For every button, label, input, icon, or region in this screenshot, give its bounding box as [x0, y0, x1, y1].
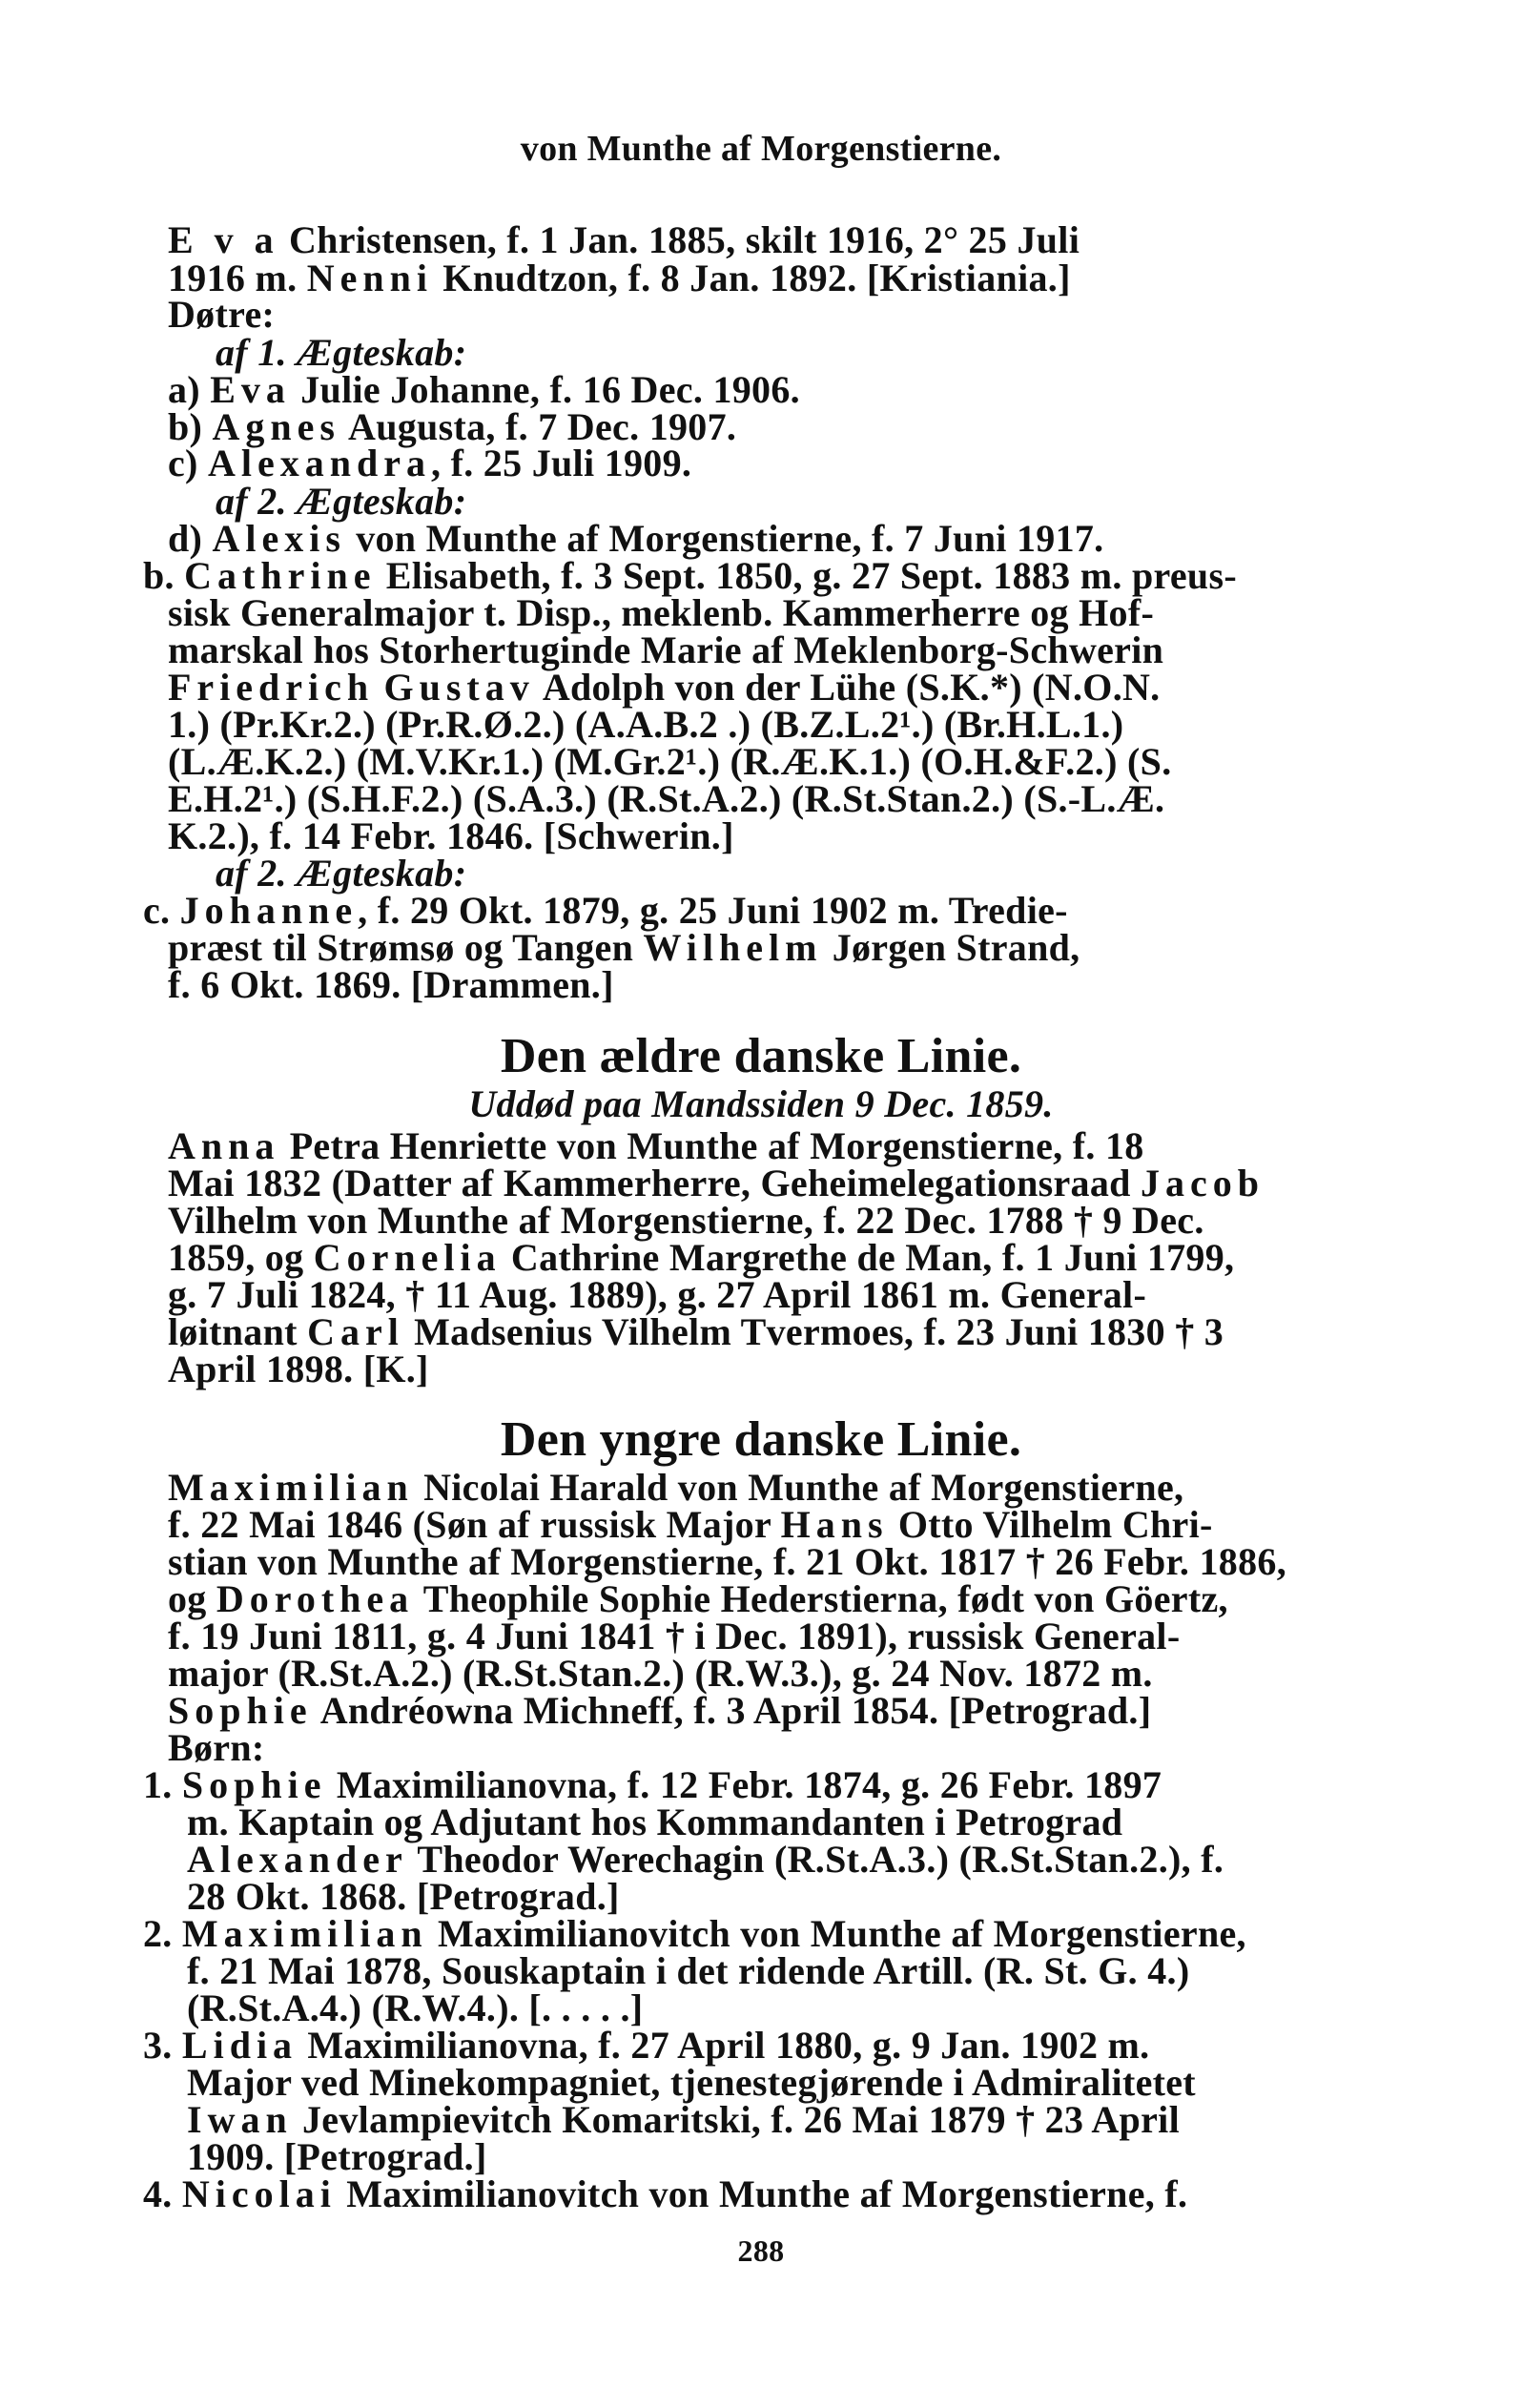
text-line: E.H.2¹.) (S.H.F.2.) (S.A.3.) (R.St.A.2.) (R.St.Stan.2.) (S.-L.Æ. [168, 777, 1165, 820]
text-line: løitnant Carl Madsenius Vilhelm Tvermoes, f. 23 Juni 1830 † 3 [168, 1310, 1224, 1353]
text-line: c. Johanne, f. 29 Okt. 1879, g. 25 Juni 1902 m. Tredie- [143, 889, 1068, 932]
text-line: m. Kaptain og Adjutant hos Kommandanten i Petrograd [187, 1801, 1123, 1843]
text-line: 28 Okt. 1868. [Petrograd.] [187, 1875, 620, 1918]
text-line: 2. Maximilian Maximilianovitch von Munthe af Morgenstierne, [143, 1912, 1246, 1955]
text-line: Mai 1832 (Datter af Kammerherre, Geheimelegationsraad Jacob [168, 1162, 1265, 1204]
text-line: Maximilian Nicolai Harald von Munthe af Morgenstierne, [168, 1466, 1184, 1509]
text-line: og Dorothea Theophile Sophie Hederstierna, født von Göertz, [168, 1577, 1228, 1620]
text-line: Børn: [168, 1726, 265, 1769]
text-line: 1.) (Pr.Kr.2.) (Pr.R.Ø.2.) (A.A.B.2 .) (B.Z.L.2¹.) (Br.H.L.1.) [168, 703, 1124, 746]
text-line: f. 22 Mai 1846 (Søn af russisk Major Hans Otto Vilhelm Chri- [168, 1503, 1213, 1546]
text-line: c) Alexandra, f. 25 Juli 1909. [168, 442, 692, 484]
text-line: Major ved Minekompagniet, tjenestegjørende i Admiralitetet [187, 2061, 1196, 2104]
text-line: stian von Munthe af Morgenstierne, f. 21 Okt. 1817 † 26 Febr. 1886, [168, 1540, 1287, 1583]
running-head: von Munthe af Morgenstierne. [520, 129, 1002, 169]
text-line: K.2.), f. 14 Febr. 1846. [Schwerin.] [168, 814, 734, 857]
text-line: 4. Nicolai Maximilianovitch von Munthe af Morgenstierne, f. [143, 2172, 1188, 2215]
text-line: 1. Sophie Maximilianovna, f. 12 Febr. 1874, g. 26 Febr. 1897 [143, 1763, 1162, 1806]
text-line: marskal hos Storhertuginde Marie af Meklenborg-Schwerin [168, 628, 1164, 671]
marriage-label: af 1. Ægteskab: [216, 331, 467, 374]
text-line: g. 7 Juli 1824, † 11 Aug. 1889), g. 27 April 1861 m. General- [168, 1273, 1147, 1316]
text-line: 1916 m. Nenni Knudtzon, f. 8 Jan. 1892. [Kristiania.] [168, 257, 1071, 299]
text-line: major (R.St.A.2.) (R.St.Stan.2.) (R.W.3.), g. 24 Nov. 1872 m. [168, 1652, 1153, 1695]
text-line: (L.Æ.K.2.) (M.V.Kr.1.) (M.Gr.2¹.) (R.Æ.K.1.) (O.H.&F.2.) (S. [168, 740, 1172, 783]
section-subheading: Uddød paa Mandssiden 9 Dec. 1859. [468, 1082, 1054, 1125]
text-line: E v a Christensen, f. 1 Jan. 1885, skilt 1916, 2° 25 Juli [168, 218, 1080, 261]
page-number: 288 [737, 2233, 785, 2268]
text-line: Iwan Jevlampievitch Komaritski, f. 26 Mai 1879 † 23 April [187, 2098, 1180, 2141]
text-line: April 1898. [K.] [168, 1348, 429, 1390]
text-line: f. 19 Juni 1811, g. 4 Juni 1841 † i Dec. 1891), russisk General- [168, 1615, 1181, 1657]
text-line: f. 21 Mai 1878, Souskaptain i det ridende Artill. (R. St. G. 4.) [187, 1949, 1190, 1992]
text-line: Døtre: [168, 293, 276, 336]
text-line: Alexander Theodor Werechagin (R.St.A.3.) (R.St.Stan.2.), f. [187, 1838, 1224, 1881]
text-line: f. 6 Okt. 1869. [Drammen.] [168, 963, 614, 1006]
text-line: d) Alexis von Munthe af Morgenstierne, f. 7 Juni 1917. [168, 517, 1104, 560]
text-line: sisk Generalmajor t. Disp., meklenb. Kammerherre og Hof- [168, 591, 1155, 634]
text-line: Friedrich Gustav Adolph von der Lühe (S.K.*) (N.O.N. [168, 666, 1161, 709]
section-heading: Den ældre danske Linie. [500, 1029, 1022, 1083]
section-heading: Den yngre danske Linie. [500, 1412, 1022, 1467]
text-line: Vilhelm von Munthe af Morgenstierne, f. 22 Dec. 1788 † 9 Dec. [168, 1199, 1204, 1242]
text-line: (R.St.A.4.) (R.W.4.). [. . . . .] [187, 1986, 644, 2029]
text-line: Anna Petra Henriette von Munthe af Morgenstierne, f. 18 [168, 1124, 1144, 1167]
text-line: Sophie Andréowna Michneff, f. 3 April 1854. [Petrograd.] [168, 1689, 1152, 1732]
text-line: 1909. [Petrograd.] [187, 2135, 487, 2178]
text-line: præst til Strømsø og Tangen Wilhelm Jørgen Strand, [168, 926, 1080, 969]
text-line: 1859, og Cornelia Cathrine Margrethe de Man, f. 1 Juni 1799, [168, 1236, 1235, 1279]
text-line: a) Eva Julie Johanne, f. 16 Dec. 1906. [168, 368, 800, 411]
marriage-label: af 2. Ægteskab: [216, 852, 467, 895]
marriage-label: af 2. Ægteskab: [216, 480, 467, 523]
text-line: b. Cathrine Elisabeth, f. 3 Sept. 1850, g. 27 Sept. 1883 m. preus- [143, 554, 1237, 597]
text-line: b) Agnes Augusta, f. 7 Dec. 1907. [168, 405, 737, 448]
text-line: 3. Lidia Maximilianovna, f. 27 April 1880, g. 9 Jan. 1902 m. [143, 2024, 1150, 2067]
